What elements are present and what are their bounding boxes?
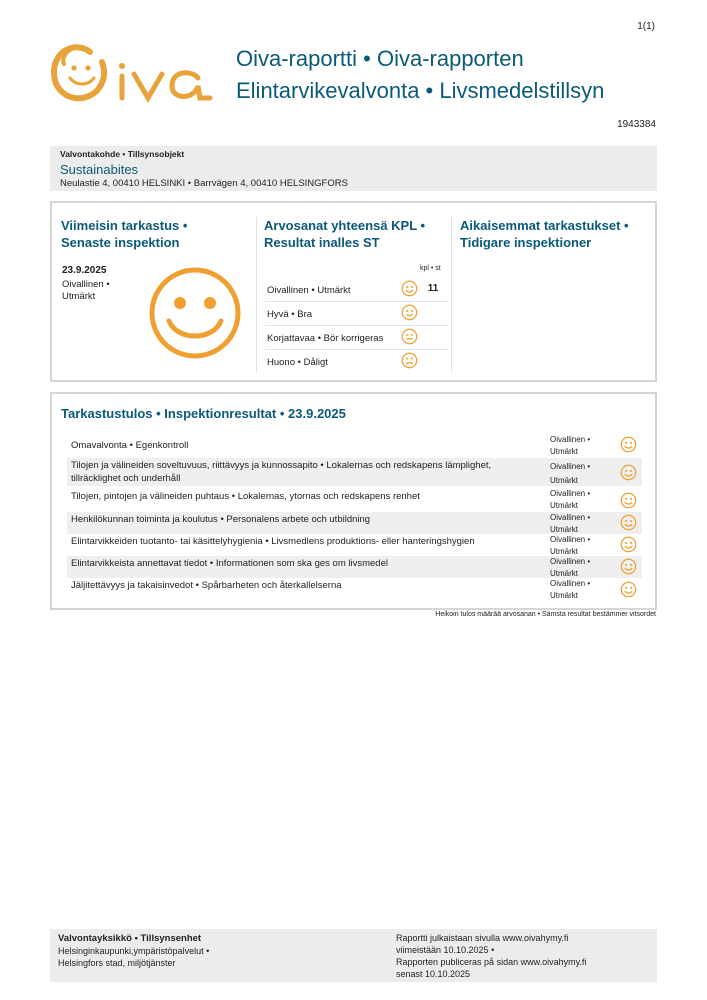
grade-row-poor: Huono • Dåligt (265, 349, 448, 373)
results-card (50, 392, 657, 610)
smiley-neutral-icon (401, 328, 418, 348)
smiley-excellent-icon (401, 280, 418, 300)
grade-row-needs-correction: Korjattavaa • Bör korrigeras (265, 325, 448, 350)
count-header: kpl • st (420, 265, 441, 272)
column-divider (451, 217, 452, 373)
result-row: Elintarvikkeiden tuotanto- tai käsittelyhygienia • Livsmedlens produktions- eller hanteringshygien Oivallinen • Utmärkt (67, 534, 642, 556)
footer (50, 929, 657, 982)
results-note: Heikoin tulos määrää arvosanan • Sämsta resultat bestämmer vitsordet (435, 611, 656, 618)
target-address: Neulastie 4, 00410 HELSINKI • Barrvägen 4, 00410 HELSINGFORS (60, 178, 348, 189)
result-row: Henkilökunnan toiminta ja koulutus • Personalens arbete och utbildning Oivallinen • Utmärkt (67, 512, 642, 534)
totals-heading: Arvosanat yhteensä KPL • Resultat inalles ST (264, 218, 426, 250)
smiley-excellent-icon (620, 464, 637, 484)
smiley-excellent-icon (620, 558, 637, 578)
report-title-line2: Elintarvikevalvonta • Livsmedelstillsyn (236, 78, 605, 103)
result-row: Tilojen ja välineiden soveltuvuus, riittävyys ja kunnossapito • Lokalernas och redskapens lämplighet, tillräcklighet och underhåll Oivallinen • Utmärkt (67, 458, 642, 486)
column-divider (256, 217, 257, 373)
target-label: Valvontakohde • Tillsynsobjekt (60, 149, 185, 159)
grade-row-excellent: Oivallinen • Utmärkt 11 (265, 277, 448, 302)
result-row: Jäljitettävyys ja takaisinvedot • Spårbarheten och återkallelserna Oivallinen • Utmärkt (67, 578, 642, 602)
oiva-logo (50, 42, 220, 109)
smiley-sad-icon (401, 352, 418, 372)
summary-card (50, 201, 657, 382)
report-title-line1: Oiva-raportti • Oiva-rapporten (236, 46, 524, 71)
latest-grade: Oivallinen • Utmärkt (62, 279, 110, 302)
target-name: Sustainabites (60, 162, 139, 177)
smiley-excellent-icon (620, 492, 637, 512)
smiley-good-icon (401, 304, 418, 324)
footer-publication: Raportti julkaistaan sivulla www.oivahymy.fi viimeistään 10.10.2025 • Rapporten publiceras på sidan www.oivahymy.fi senast 10.10.2025 (396, 933, 587, 979)
footer-unit-label: Valvontayksikkö • Tillsynsenhet (58, 933, 202, 944)
smiley-excellent-icon (620, 581, 637, 601)
latest-date: 23.9.2025 (62, 265, 107, 276)
grade-row-good: Hyvä • Bra (265, 301, 448, 326)
result-row: Elintarvikkeista annettavat tiedot • Informationen som ska ges om livsmedel Oivallinen • Utmärkt (67, 556, 642, 578)
smiley-excellent-icon (147, 265, 243, 366)
footer-unit: Helsinginkaupunki,ympäristöpalvelut • Helsingfors stad, miljötjänster (58, 946, 210, 968)
report-id: 1943384 (617, 119, 656, 130)
page-number: 1(1) (637, 21, 655, 32)
smiley-excellent-icon (620, 536, 637, 556)
result-row: Tilojen, pintojen ja välineiden puhtaus • Lokalernas, ytornas och redskapens renhet Oivallinen • Utmärkt (67, 488, 642, 512)
result-row: Omavalvonta • Egenkontroll Oivallinen • Utmärkt (67, 434, 642, 457)
previous-heading: Aikaisemmat tarkastukset • Tidigare inspektioner (460, 218, 629, 250)
smiley-excellent-icon (620, 436, 637, 456)
smiley-excellent-icon (620, 514, 637, 534)
inspection-target (50, 146, 657, 191)
latest-heading: Viimeisin tarkastus • Senaste inspektion (61, 218, 188, 250)
results-title: Tarkastustulos • Inspektionresultat • 23.9.2025 (61, 406, 346, 421)
logo-text: Oiva (50, 42, 53, 43)
